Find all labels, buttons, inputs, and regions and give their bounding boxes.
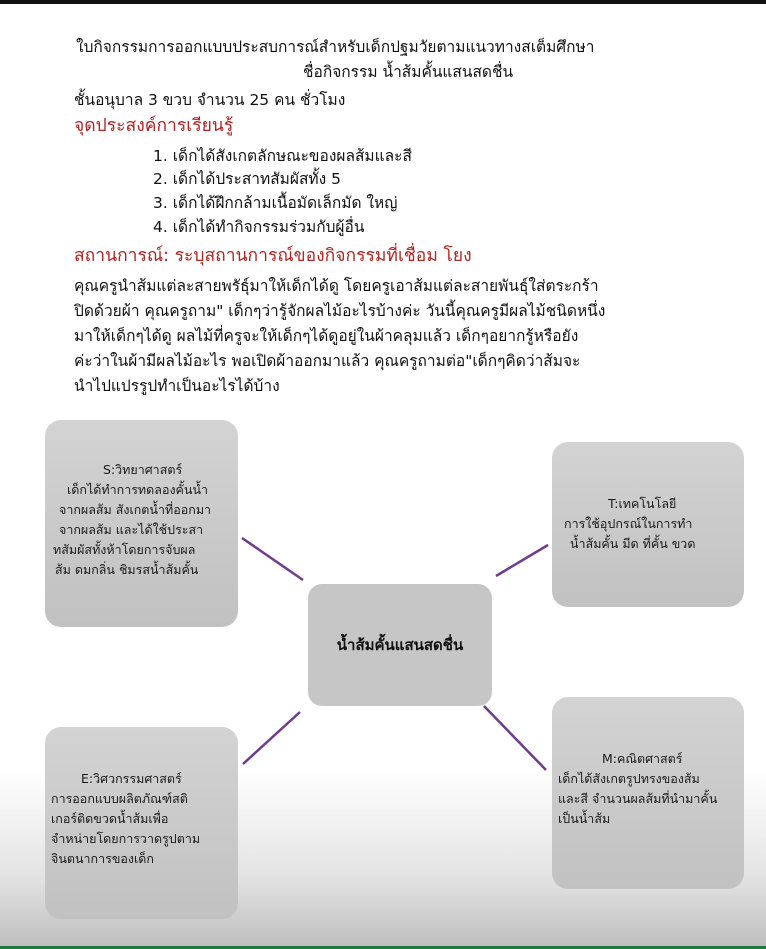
math-box-line: เป็นน้ำส้ม: [558, 811, 611, 826]
science-box: [45, 420, 238, 627]
technology-box: [552, 442, 744, 607]
science-box-line: จากผลส้ม และได้ใช้ประสา: [59, 522, 204, 537]
situation-heading: สถานการณ์: ระบุสถานการณ์ของกิจกรรมที่เชื่อม โยง: [74, 246, 472, 266]
science-box-line: จากผลส้ม สังเกตน้ำที่ออกมา: [59, 502, 212, 517]
connector-technology: [496, 545, 548, 576]
situation-line: นำไปแปรรูปทำเป็นอะไรได้บ้าง: [74, 377, 280, 395]
situation-line: ค่ะว่าในผ้ามีผลไม้อะไร พอเปิดผ้าออกมาแล้ว คุณครูถามต่อ"เด็กๆคิดว่าส้มจะ: [74, 352, 581, 370]
connector-science: [242, 538, 303, 580]
technology-box-line: น้ำส้มคั้น มีด ที่คั้น ขวด: [570, 536, 696, 551]
situation-line: คุณครูนำส้มแต่ละสายพรัธุ์มาให้เด็กได้ดู โดยครูเอาส้มแต่ละสายพันธุ์ใส่ตระกร้า: [74, 277, 599, 295]
engineering-box: [45, 727, 238, 919]
situation-line: ปิดด้วยผ้า คุณครูถาม" เด็กๆว่ารู้จักผลไม้อะไรบ้างค่ะ วันนี้คุณครูมีผลไม้ชนิดหนึ่ง: [74, 302, 606, 320]
engineering-box-line: การออกแบบผลิตภัณฑ์สติ: [51, 791, 188, 806]
activity-name: ชื่อกิจกรรม น้ำส้มคั้นแสนสดชื่น: [303, 63, 514, 81]
science-box-title: S:วิทยาศาสตร์: [103, 462, 183, 477]
engineering-box-line: จินตนาการของเด็ก: [51, 851, 154, 866]
connector-math: [484, 706, 546, 770]
objective-item: 2. เด็กได้ประสาทสัมผัสทั้ง 5: [153, 170, 341, 188]
math-box-line: และสี จำนวนผลส้มที่นำมาคั้น: [558, 791, 718, 806]
technology-box-title: T:เทคโนโลยี: [608, 496, 677, 511]
objectives-heading: จุดประสงค์การเรียนรู้: [74, 116, 234, 136]
science-box-line: ส้ม ดมกลิ่น ชิมรสน้ำส้มคั้น: [55, 562, 199, 577]
math-box: [552, 697, 744, 889]
science-box-line: ทสัมผัสทั้งห้าโดยการจับผล: [53, 542, 196, 557]
connector-engineering: [243, 712, 300, 764]
math-box-line: เด็กได้สังเกตรูปทรงของส้ม: [558, 771, 700, 786]
science-box-line: เด็กได้ทำการทดลองคั้นน้ำ: [67, 482, 209, 497]
objective-item: 1. เด็กได้สังเกตลักษณะของผลส้มและสี: [153, 147, 412, 165]
engineering-box-title: E:วิศวกรรมศาสตร์: [81, 771, 182, 786]
objective-item: 3. เด็กได้ฝึกกล้ามเนื้อมัดเล็กมัด ใหญ่: [153, 194, 398, 212]
math-box-title: M:คณิตศาสตร์: [602, 751, 683, 766]
worksheet-title: ใบกิจกรรมการออกแบบประสบการณ์สำหรับเด็กปฐมวัยตามแนวทางสเต็มศึกษา: [76, 38, 595, 56]
class-info: ชั้นอนุบาล 3 ขวบ จำนวน 25 คน ชั่วโมง: [74, 91, 346, 109]
technology-box-line: การใช้อุปกรณ์ในการทำ: [564, 516, 693, 531]
objective-item: 4. เด็กได้ทำกิจกรรมร่วมกับผู้อื่น: [153, 218, 365, 236]
situation-line: มาให้เด็กๆได้ดู ผลไม้ที่ครูจะให้เด็กๆได้ดูอยู่ในผ้าคลุมแล้ว เด็กๆอยากรู้หรือยัง: [74, 327, 579, 345]
center-topic-label: น้ำส้มคั้นแสนสดชื่น: [336, 636, 464, 654]
engineering-box-line: เกอร์ติดขวดน้ำส้มเพื่อ: [51, 811, 169, 826]
engineering-box-line: จำหน่ายโดยการวาดรูปตาม: [51, 831, 201, 846]
center-topic: [308, 584, 492, 706]
